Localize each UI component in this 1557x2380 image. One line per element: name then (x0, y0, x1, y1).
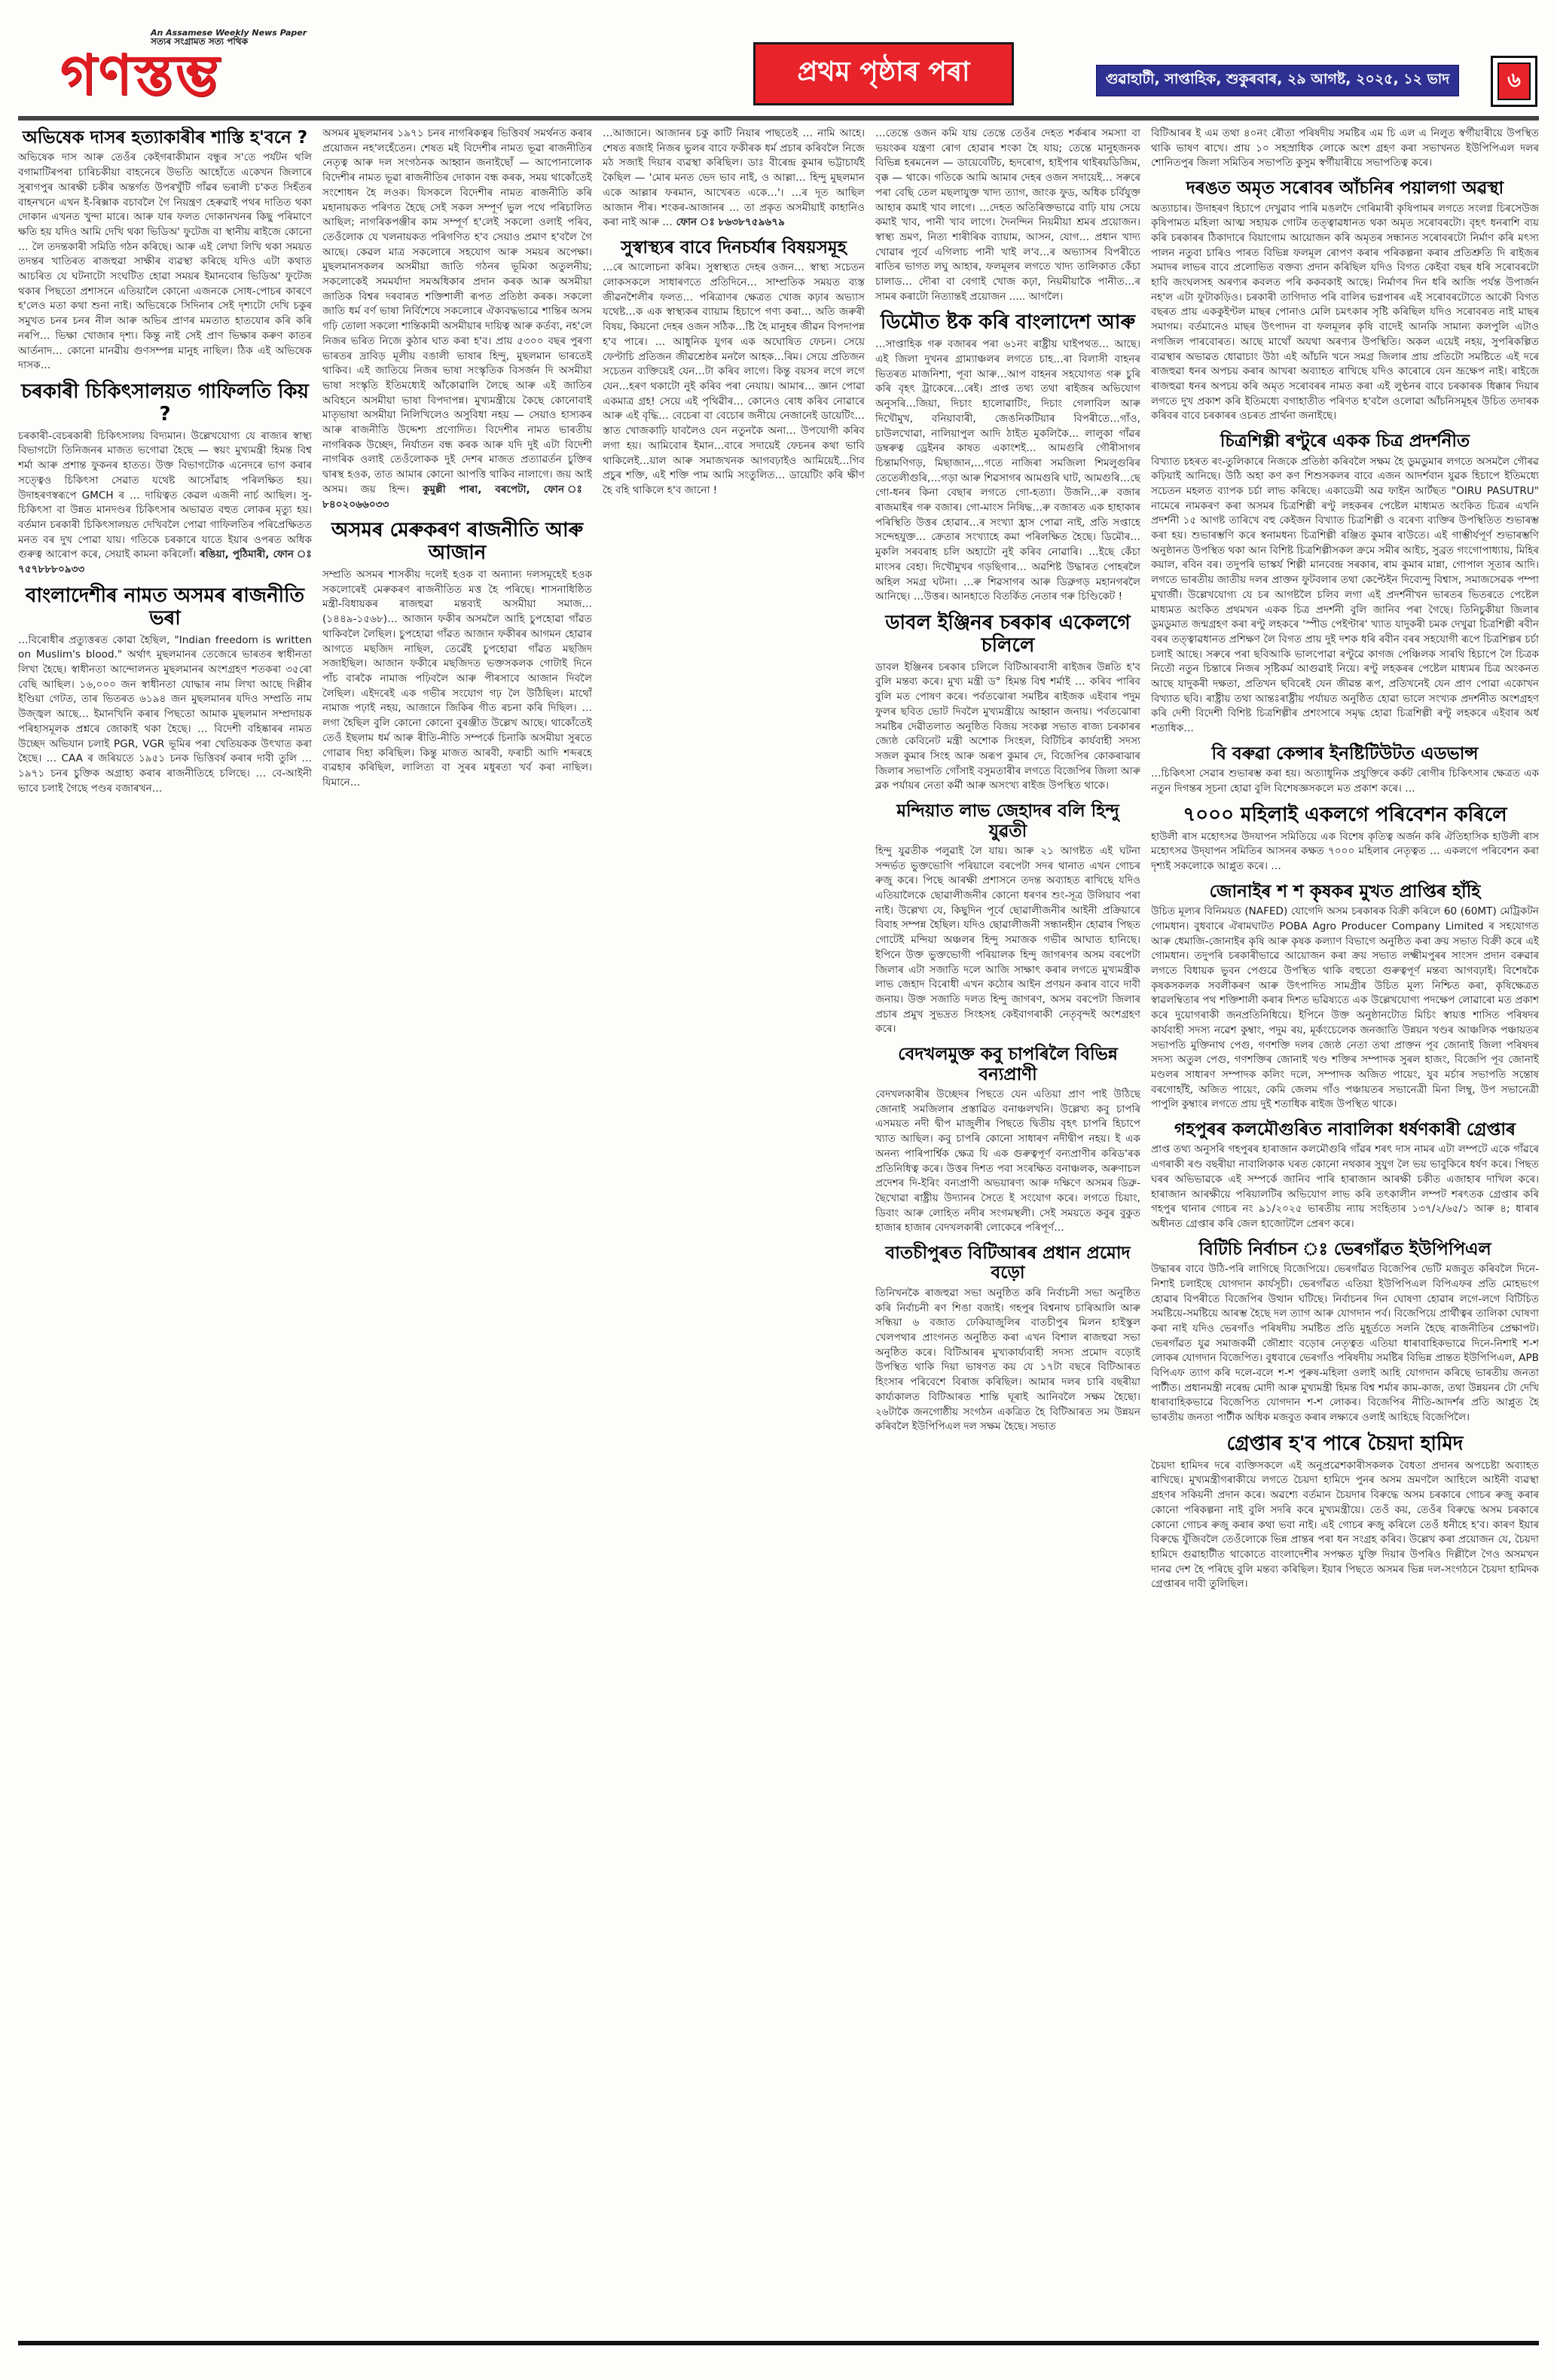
article-body: …আজানে। আজানৰ চকু কাটি নিয়াৰ পাছতেই … নামি আহে। শেষত ৰজাই নিজৰ ভুলৰ বাবে ফকীৰক ধৰ্ম প্ৰচাৰ কৰিবলৈ নিজে মঠ সজাই দিয়াৰ ব্যৱস্থা কৰিছিল। ডাঃ বীৰেন্দ্ৰ কুমাৰ ভট্টাচাৰ্যই কৈছিল — 'মোৰ মনত ভেদ ভাব নাই, ও আল্লা… হিন্দু মুছলমান একে আল্লাৰ ফৰমান, আখেৰত একে…'। …ৰ দূত আছিল আজান পীৰ। শংকৰ-আজানৰ … তা প্ৰকৃত অসমীয়াই কাহানিও কৰা নাই আৰু … ফোন ঃ ৮৬৩৮৭৫৯৬৭৯ (603, 127, 865, 229)
article (603, 127, 865, 230)
article (1151, 1240, 1539, 1426)
article-body: অভিষেক দাস আৰু তেওঁৰ কেইগৰাকীমান বন্ধুৰ স'তে পৰ্যটন থলি বগামাটিৰপৰা চাৰিচকীয়া বাহনেৰে উভতি আহোঁতে একেখন জিলাৰে সুৰাগপুৰ আৰক্ষী চকীৰ অন্তৰ্গত উপৰখুঁটি গাঁৱৰ ভৰালী চ'কত সিহঁতৰ বাহনখনে এখন ই-ৰিক্সাক বচাবলৈ গৈ নিয়ন্ত্ৰণ হেৰুৱাই পথৰ দাতিত থকা দোকান এখনত খুন্দা মাৰে। আৰু যাৰ ফলত দোকানখনৰ কিছু পৰিমাণে ক্ষতি হয় যদিও আমি দেখি থকা ভিডিঅ' ফুটেজ বা স্থানীয় ৰাইজে কোনো … লৈ তদন্তকাৰী সমিতি গঠন কৰিছে। আৰু এই লেখা লিখি থকা সময়ত তদন্তৰ খাতিৰত ৰাজহুৱা সাক্ষীৰ ব্যৱস্থা কৰিছে যদিও এটা কথাত আচৰিত যে ঘটনাটো সংঘটিত হোৱা সময়ৰ ইমানবোৰ ভিডিঅ' ফুটেজ থকাৰ পিছতো প্ৰশাসনে এতিয়ালৈ কোনো এজনকে সোধ-পোচৰ কাৰণে হ'লেও মতা কথা শুনা নাই। অভিষেকে সিদিনাৰ সেই দৃশ্যটো দেখি চকুৰ সমুখত চনৰ চনৰ নীল আৰু অভিৰ প্ৰাণৰ মমতাত হাতযোৰ কৰি কৰি নৰপি… ভিক্ষা খোজাৰ দৃশ্য। কিন্তু নাই সেই প্ৰাণ ভিক্ষাৰ কৰুণ কাতৰ আৰ্তনাদ… কোনো মানৱীয় গুণসম্পন্ন মানুহ নাছিল। ঠিক এই অভিষেক দাসক… (18, 151, 312, 372)
article-headline: বাংলাদেশীৰ নামত অসমৰ ৰাজনীতি ভৰা (26, 584, 304, 630)
article-headline: বি বৰুৱা কেন্সাৰ ইনষ্টিটিউটত এডভান্স (1211, 743, 1479, 764)
page-number-inner (1497, 63, 1531, 100)
article-body: বিখ্যাত চহৰত ৰং-তুলিকাৰে নিজকে প্ৰতিষ্ঠা কৰিবলৈ সক্ষম হৈ ডুমডুমাৰ লগতে অসমলৈ গৌৰৱ কঢ়িয়াই আনিছে। উঠি অহা কণ কণ শিশুসকলৰ বাবে এজন আদৰ্শবান যুৱক হিচাপে ইতিমধ্যে সচেতন মহলত ব্যাপক চৰ্চা লাভ কৰিছে। একাডেমী অৱ ফাইন আৰ্টছত "OIRU PASUTRU" নামেৰে নামকৰণ কৰা অসমৰ চিত্ৰশিল্পী ৰণ্টু লহকৰৰ পেষ্টেল মাধ্যমত অংকিত চিত্ৰৰ এখনি প্ৰদৰ্শনী ১৫ আগষ্ট তাৰিখে বহু কেইজন বিখ্যাত চিত্ৰশিল্পী ও বৰেণ্য ব্যক্তিৰ উপস্থিতিত শুভাৰম্ভ কৰা হয়। শুভাৰম্ভণি কৰে স্বনামধন্য চিত্ৰশিল্পী ৰঞ্জিত কুমাৰ ৰাউতে। এই গাম্ভীৰ্যপূৰ্ণ শুভাৰম্ভণি অনুষ্ঠানত উপস্থিত থকা আন বিশিষ্ট চিত্ৰশিল্পীসকল ক্ৰমে সমীৰ আইচ, সুব্ৰত গংগোপাধ্যায়, মিহিৰ কয়াল, ৰবিন বৰ। তদুপৰি ভাস্কৰ্য শিল্পী মানবেন্দ্ৰ সৰকাৰ, ৰাম কুমাৰ মান্না, গোপাল সূতাৰ আদি। লগতে ভাৰতীয় জাতীয় দলৰ প্ৰাক্তন ফুটবলাৰ তথা কেপ্টেইন দিব্যেন্দু বিশ্বাস, সমাজসেৱক পম্পা মুখাৰ্জী। উল্লেখযোগ্য যে চৰ আগষ্টলৈ চলিব লগা এই প্ৰদৰ্শনীখন ভাৰতৰ ভিতৰতে পেষ্টেল মাধ্যমত অংকিত প্ৰথমখন একক চিত্ৰ প্ৰদৰ্শনী বুলি জানিব পৰা গৈছে। তিনিচুকীয়া জিলাৰ ডুমডুমাত জন্মগ্ৰহণ কৰা ৰণ্টু লহকৰে 'স্পীড পেইণ্টাৰ' খ্যাত যাদুকৰী চমক দেখুৱা চিত্ৰশিল্পী ৰবীন বৰৰ তত্ত্বাৱধানত প্ৰশিক্ষণ লৈ বিগত প্ৰায় দুই দশক ধৰি ৰবীন বৰৰ সহযোগী ৰূপে চিত্ৰশিল্পৰ চৰ্চা চলাই আছে। সৰুৰে পৰা ছবিআকি ভালপোৱা ৰণ্টুৱে কাগজ পেঞ্চিলক সাৰথি হিচাপে লৈ চিত্ৰক নিতৌ নতুন চিন্তাৰে নিজৰ সৃষ্টিকৰ্ম আগুৱাই নিয়ে। ৰণ্টু লহকৰৰ পেষ্টেল মাধ্যমৰ চিত্ৰ অংকনত আছে যাদুকৰী দক্ষতা, প্ৰতিখন ছবিৰেই যেন জীৱন্ত ৰূপ, প্ৰতিখনেই যেন প্ৰাণ পোৱা একোখন বিখ্যাত ছবি। ৰাষ্ট্ৰীয় তথা আন্তঃৰাষ্ট্ৰীয় পৰ্যায়ত অনুষ্ঠিত হোৱা ভালে সংখ্যক প্ৰদৰ্শনীত অংশগ্ৰহণ কৰি দেশী বিদেশী বিশিষ্ট চিত্ৰশিল্পীৰ প্ৰশংসাৰে সমৃদ্ধ হোৱা চিত্ৰশিল্পী ৰণ্টু লহকৰে এইবাৰ অৰ্ধ শতাধিক… (1151, 455, 1539, 735)
article-body: …তেন্তে ওজন কমি যায় তেন্তে তেওঁৰ দেহত শৰ্কৰাৰ সমস্যা বা ভয়ংকৰ যন্ত্ৰণা ৰোগ হোৱাৰ শংকা হৈ যায়; তেন্তে মানুহজনক বিভিন্ন হৰমনেল — ডায়েবেটিচ, হৃদৰোগ, হাইপাৰ থাইৰয়ডিজিম, বৃক্ক — থাকে। গতিকে আমি আমাৰ দেহৰ ওজন সদায়েই… সৰুৰে পৰা বেছি তেল মছলাযুক্ত খাদ্য ত্যাগ, জাংক ফুড, অধিক চৰ্বিযুক্ত আহাৰ কমাই খাব লাগে। …দেহত অতিৰিক্তভাৱে বাঢ়ি যায় সেয়ে কমাই খাব, পানী খাব লাগে। দৈনন্দিন নিয়মীয়া শ্ৰমৰ প্ৰয়োজন। স্বাস্থ্য ভ্ৰমণ, নিত্য শাৰীৰিক ব্যায়াম, আসন, যোগ… প্ৰধান খাদ্য খোৱাৰ পূৰ্বে এগিলাচ পানী খাই ল'ব…ৰ অভ্যাসৰ বিপৰীতে ৰাতিৰ ভাগত লঘু আহাৰ, ফলমূলৰ লগতে খাদ্য তালিকাত কেঁচা চালাড… দৌৰা বা বেগাই খোজ কঢ়া, নিয়মীয়াকৈ পানীত…ৰ সামৰ কৰাটো নিত্যান্তই প্ৰয়োজন ..... আগলৈ। (875, 127, 1140, 303)
page-number: ৬ (1507, 68, 1521, 92)
masthead-tagline-english: An Assamese Weekly News Paper (151, 28, 307, 38)
article-byline: ৰঙিয়া, পুঠিমাৰী, ফোন ঃ ৭৫৭৮৮৮০৯৩৩ (18, 548, 312, 576)
article-headline: সুস্বাস্থ্যৰ বাবে দিনচৰ্যাৰ বিষয়সমূহ (621, 237, 847, 258)
news-column-3 (603, 127, 865, 2332)
article-body: উচিত মূল্যৰ বিনিময়ত (NAFED) যোগেদি অসম চৰকাৰক বিক্ৰী কৰিলে 60 (60MT) মেট্ৰিকটন গোমধান। বুধবাৰে ঐৰামঘাটত POBA Agro Producer Company Limited ৰ সহযোগত আৰু ধেমাজি-জোনাইৰ কৃষি আৰু কৃষক কল্যাণ বিভাগে অনুষ্ঠিত কৰা ক্ৰয় সভাত বিক্ৰী কৰে এই গোমধান। তদুপৰি চৰকাৰীভাৱে আয়োজন কৰা ক্ৰয় সভাত লক্ষ্মীমপুৰৰ সাংসদ প্ৰদান বৰুৱাৰ লগতে বিধায়ক ভুবন পেগুৱে উপস্থিত থাকি বহুতো গুৰুত্বপূৰ্ণ মন্তব্য আগবঢ়াই। বিশেষকৈ কৃষকসকলক সবলীকৰণ আৰু উৎপাদিত সামগ্ৰীৰ উচিত মূল্য নিশ্চিত কৰা, কৃষিক্ষেত্ৰত স্বাৱলম্বিতাৰ পথ শক্তিশালী কৰাৰ দিশত ভৱিষ্যতে এক উল্লেখযোগ্য পদক্ষেপ লোৱাৰো মত প্ৰকাশ কৰে দুয়োগৰাকী জনপ্ৰতিনিধিয়ে। ইপিনে উক্ত অনুষ্ঠানটোত মিচিং স্বায়ত্ত শাসিত পৰিষদৰ কাৰ্যবাহী সদস্য নৱেশ কুম্বাং, পদুম ৰয়, মূৰ্কংচেলেক জনজাতি উন্নয়ন খণ্ডৰ আঞ্চলিক পঞ্চায়তৰ সভাপতি মুক্তিনাথ পেগু, গণশক্তি দলৰ জ্যেষ্ঠ নেতা তথা প্ৰাক্তন পূব জোনাই জিলা পৰিষদৰ সদস্য অতুল পেগু, গণশক্তিৰ জোনাই খণ্ড শক্তিৰ সম্পাদক সুৰল হাজং, বিজেপি পূব জোনাই মণ্ডলৰ সাধাৰণ সম্পাদক কলিং দলে, সম্পাদক অজিত পায়েং, যুব মৰ্চাৰ সভাপতি সন্তোষ বৰগোহাঁই, অজিত পায়েং, কেমি জেলম গাঁও পঞ্চায়তৰ সভানেত্ৰী মিনা লিম্বু, উপ সভানেত্ৰী পাপুলি কুম্বাংৰ লগতে প্ৰায় দুই শতাধিক ৰাইজ উপস্থিত থাকে। (1151, 905, 1539, 1111)
article-headline: বেদখলমুক্ত কবু চাপৰিলৈ বিভিন্ন বন্যপ্ৰাণী (898, 1045, 1118, 1085)
article (875, 612, 1140, 794)
news-column-1 (18, 127, 312, 2332)
news-column-5 (1151, 127, 1539, 2332)
article (322, 127, 592, 512)
article-headline: বিটিচি নিৰ্বাচন ঃ ভেৰগাঁৱত ইউপিপিএল (1198, 1239, 1491, 1259)
article-headline: দৰঙত অমৃত সৰোবৰ আঁচনিৰ পয়ালগা অৱস্থা (1186, 178, 1504, 199)
continuation-banner-label: প্ৰথম পৃষ্ঠাৰ পৰা (797, 56, 970, 87)
article (875, 1243, 1140, 1435)
article (1151, 1120, 1539, 1232)
article-body: প্ৰাপ্ত তথ্য অনুসৰি গহপুৰৰ হাৰাজান কলমৌগুৰি গাঁৱৰ শৰৎ দাস নামৰ এটা লম্পটে একে গাঁৱৰে এগৰাকী ৰণ্ড বছৰীয়া নাবালিকাক ঘৰত কোনো নথকাৰ সুযুগ লৈ ভয় ভাবুকিৰে ধৰ্ষণ কৰে। পিছত ঘৰৰ অভিভাৱকে এই সম্পৰ্কে জানিব পাৰি হাৰাজান আৰক্ষী চকীত এজাহাৰ দাখিল কৰে। হাৰাজান আৰক্ষীয়ে পৰিয়ালটিৰ অভিযোগ লাভ কৰি তৎকালীন লম্পট শৰৎতক গ্ৰেপ্তাৰ কৰি গহপুৰ থানাৰ গোচৰ নং ৯১/২০২৫ ভাৰতীয় ন্যায় সংহিতাৰ ১৩৭/২/৬৫/১ আৰু ৪; ধাৰাৰ অধীনত গ্ৰেপ্তাৰ কৰি জেল হাজোটলৈ প্ৰেৰণ কৰে। (1151, 1143, 1539, 1230)
article-headline: চিত্ৰশিল্পী ৰণ্টুৰে একক চিত্ৰ প্ৰদৰ্শনীত (1220, 432, 1470, 452)
article-body: হাউলী ৰাস মহোৎসৱ উদযাপন সমিতিয়ে এক বিশেষ কৃতিত্ব অৰ্জন কৰি ঐতিহাসিক হাউলী ৰাস মহোৎসৱ উদ্‌যাপন সমিতিৰ আসনৰ কক্ষত ৭০০০ মহিলাৰ নেতৃত্বত … একলগে পৰিবেশন কৰা দৃশ্যই সকলোকে আপ্লুত কৰে। … (1151, 830, 1539, 873)
masthead-tagline-assamese: সত্যৰ সংগ্ৰামত সত্য পথিক (151, 36, 249, 47)
article-body: সম্প্ৰতি অসমৰ শাসকীয় দলেই হওক বা অন্যান্য দলসমূহেই হওক সকলোৰেই মেৰুকৰণ ৰাজনীতিত মত্ত হৈ পৰিছে। শাসনাধিষ্ঠিত মন্ত্ৰী-বিধায়কৰ ৰাজহুৱা মন্তব্যই অসমীয়া সমাজ… (১৪৪৯-১৫৬৮)… আজান ফকীৰ অসমলৈ আহি চুপহোৱা গাঁৱত থাকিবলৈ লৈছিল। চুপহোৱা গাঁৱত আজান ফকীৰৰ আগমন হোৱাৰ আগতে মছজিদ নাছিল, তেৱেঁই চুপহোৱা গাঁৱত মছজিদ সজাইছিল। আজান ফকীৰে মছজিদত ভক্তসকলক গোটাই দিনে পাঁচ বাৰকৈ নামাজ পঢ়িবলৈ আৰু পীৰসাবে আজান দিবলৈ লৈছিল। এইদৰেই এক গভীৰ সংযোগ গঢ় লৈ উঠিছিল। মাথোঁ নামাজ পঢ়াই নহয়, আজানে জিকিৰ গীত ৰচনা কৰি দিছিল। … লগা হৈছিল বুলি কোনো কোনো বুৰঞ্জীত উল্লেখ আছে। থাকোঁতেই তেওঁ ইছলাম ধৰ্ম আৰু ৰীতি-নীতি সম্পৰ্কে চিনাকি অসমীয়া সুৰতে গোৱাৰ দিহা কৰিছিল। কিন্তু মাজত আৰবী, ফৰাচী আদি শব্দৰহে ব্যৱহাৰ কৰিছিল, লালিত্য বা সুৰৰ মধুৰতা খৰ্ব কৰা নাছিল। যিমানে… (322, 569, 592, 789)
header-divider-rule (18, 116, 1539, 121)
page-header (0, 0, 1557, 113)
article (18, 585, 312, 797)
article-headline: অভিষেক দাসৰ হত্যাকাৰীৰ শাস্তি হ'বনে ? (22, 128, 308, 148)
article-body: …সাপ্তাহিক গৰু বজাৰৰ পৰা ৬১নং ৰাষ্ট্ৰীয় ঘাইপথত… আছে। এই জিলা দুখনৰ গ্ৰাম্যাঞ্চলৰ লগতে চাহ…ৰা বিলাসী বাহনৰ ভিতৰত মাজনিশা, পূবা আৰু…আপ বাহনৰ সহযোগত গৰু চুৰি কৰি বৃহৎ ট্ৰাকেৰে…ৰেই। প্ৰাপ্ত তথ্য তথা ৰাইজৰ অভিযোগ অনুসৰি…জিয়া, দিচাং হালোৱাটিং, দিচাং গেলাবিল আৰু দিখৌমুখ, বনিয়াবাৰী, জেঙনিকটিয়াৰ বিপৰীতে…গাঁও, চাউলখোৱা, নালিয়াপুল আদি ঠাইত মুকলিকৈ… লালুকা গাঁৱৰ ডম্বৰুত্ব ড্ৰেইনৰ কাষত একাংশই… আমগুৰি গৌৰীসাগৰ চিন্তামণিগড়, মিছাজান,…গতে নাজিৰা সমজিলা শিমলুগুৰিৰ তেতেলীগুৰি,…গড়া আৰু শিৱসাগৰ আমগুৰি ঘাট, আমগুৰি…ছে গো-ধনৰ কিনা বেছাৰ লগতে গো-হত্যা। উজনি…ৰু বজাৰ ৰাজমাইৰ গৰু বজাৰ। গো-মাংস নিষিদ্ধ…ৰু বজাৰত এক হাহাকাৰ পৰিস্থিতি উত্তৰ হোৱাৰ…ৰ সংখ্যা হ্ৰাস পোৱা নাই, প্ৰতি সপ্তাহে সন্দেহযুক্ত… ক্ৰেতাৰ সংখ্যাহে কমা পৰিলক্ষিত হৈছে। ডিমৌৰ… মুকলি সৰবৰাহ চলি অহাটো নুই কৰিব নোৱাৰি। …ইছে কেঁচা মাংসৰ বেহা। দিখৌমুখৰ গড়ছিগাৰ… অৱশিষ্ট উদ্ধাৰত পোহৰলৈ অহিল সমগ্ৰ ঘটনা। …ৰু শিৱসাগৰ আৰু ডিব্ৰুগড় মহানগৰলৈ আনিছে। …উত্তৰ। আনহাতে বিতৰ্কিত নেতাৰ গৰু চিণ্ডিকেট ! (875, 338, 1140, 603)
article-headline: গ্ৰেপ্তাৰ হ'ব পাৰে চৈয়দা হামিদ (1226, 1432, 1464, 1455)
article-body: …ৰে আলোচনা কৰিম। সুস্বাস্থ্যত দেহৰ ওজন… স্বাস্থ্য সচেতন লোকসকলে সাধাৰণতে প্ৰতিদিনে… সাম্প্ৰতিক সময়ত ব্যস্ত জীৱনশৈলীৰ ফলত… পৰিত্ৰাণৰ ক্ষেত্ৰত খোজ কঢ়াৰ অভ্যাস যথেষ্ট…ক এক স্বাস্থ্যকৰ ব্যায়াম হিচাপে গণ্য কৰা… অতি জৰুৰী বিষয়, কিয়নো দেহৰ ওজন সঠিক…ষ্টি হৈ মানুহৰ জীৱন বিপদাপন্ন হ'ব পাৰে। … আধুনিক যুগৰ এক অঘোষিত ফেচন। সেয়ে ফেণ্টাচি প্ৰতিজন জীৱশ্ৰেষ্ঠৰ মনলৈ আহক…ৰিম। সেয়ে প্ৰতিজন সচেতন ব্যক্তিয়েই যেন…টা কৰিব লাগে। কিন্তু বয়সৰ লগে লগে যেন…হৰণ থকাটো নুই কৰিব পৰা নেযায়। আমাৰ… জ্ঞান পোৱা একমাত্ৰ গ্ৰহ! সেয়ে এই পৃথিৱীৰ… কোনেও ৰোধ কৰিব নোৱাৰে আৰু এই বৃদ্ধি… বেচেৰা বা বেচোৰ জনীয়ে নেজানেই ডায়েটিং…স্তাত খোজকাঢ়ি যাবলৈও যেন নতুনকৈ অনা… উপযোগী কৰিব লগা হয়। আমিবোৰ ইমান…বাৰে সদায়েই ফেচনৰ কথা ভাবি থাকিলেই…য়াল আৰু সমাজখনক আগবঢ়াইও আমিয়েই…গিব প্ৰচুৰ শক্তি, এই শক্তি পাম আমি সংতুলিত… ডায়েটিং কৰি ক্ষীণ হৈ বহি থাকিলে হ'ব জানো ! (603, 261, 865, 496)
article-byline: কুমুল্লী পাৰা, বৰপেটা, ফোন ঃ ৮৪০২০৬৬০৩৩ (322, 483, 592, 511)
article (18, 128, 312, 374)
continuation-banner (753, 42, 1014, 105)
article (1151, 882, 1539, 1112)
article-headline: গহপুৰৰ কলমৌগুৰিত নাবালিকা ধৰ্ষণকাৰী গ্ৰেপ্তাৰ (1174, 1120, 1516, 1140)
news-column-2 (322, 127, 592, 2332)
article-body: হিন্দু যুৱতীক পলুৱাই লৈ যায়। আৰু ২১ আগষ্টত এই ঘটনা সন্দৰ্ভত ভুক্তভোগি পৰিয়ালে বৰপেটা সদৰ থানাত এখন গোচৰ ৰুজু কৰে। পিছে আৰক্ষী প্ৰশাসনে তদন্ত অব্যাহত ৰাখিছে যদিও এতিয়ালৈকে ছোৱালীজনীৰ কোনো ধৰণৰ শুং-সূত্ৰ উলিয়াব পৰা নাই। উল্লেখ্য যে, কিছুদিন পূৰ্বে ছোৱালীজনীৰ আইনী প্ৰক্ৰিয়াৰে বিবাহ সম্পন্ন হৈছিল। যদিও ছোৱালীজনী সন্ধানহীন হোৱাৰ পিছত গোটেই মন্দিয়া অঞ্চলৰ হিন্দু সমাজক গভীৰ আঘাত হানিছে। ইপিনে উক্ত ভুক্তভোগী পৰিয়ালক হিন্দু জাগৰণৰ অসম বৰপেটা জিলাৰ এটা সজাতি দলে আজি সাক্ষাৎ কৰাৰ লগতে মুখ্যমন্ত্ৰীক লাভ জেহাদ বিৰোধী এখন কঠোৰ আইন প্ৰণয়ন কৰাৰ বাবে দাবী জনায়। উক্ত সজাতি দলত হিন্দু জাগৰণ, অসম বৰপেটা জিলাৰ প্ৰচাৰ প্ৰমুখ সুভদ্ৰত সিংহসহ কেইবাগৰাকী নেতৃবৃন্দই অংশগ্ৰহণ কৰে। (875, 844, 1140, 1036)
article-body: চৰকাৰী-বেচৰকাৰী চিকিৎসালয় বিদ্যমান। উল্লেখযোগ্য যে ৰাজ্যৰ স্বাস্থ্য বিভাগটো তিনিজনৰ মাজত ভগোৱা হৈছে — স্বয়ং মুখ্যমন্ত্ৰী হিমন্ত বিশ্ব শৰ্মা আৰু প্ৰশান্ত ফুকনৰ হাতত। উক্ত বিভাগটোক এনেদৰে ভাগ কৰাৰ সত্ত্বেও চিকিৎসা সেৱাত যথেষ্ট আসোঁৱাহ পৰিলক্ষিত হয়। উদাহৰণস্বৰূপে GMCH ৰ … দায়িত্বত কেৱল এজনী নাৰ্চ আছিল। সু-চিকিৎসা বা উন্নত মানদণ্ডৰ চিকিৎসাৰ অভাৱত বহুত লোকৰ মৃত্যু হয়। বৰ্তমান চৰকাৰী চিকিৎসালয়ত দেখিবলৈ পোৱা গাফিলতিৰ পৰিপ্ৰেক্ষিতত মনত বৰ দুখ পোৱা যায়। গতিকে চৰকাৰে যাতে ইয়াৰ ওপৰত অধিক গুৰুত্ব আৰোপ কৰে, সেয়াই কামনা কৰিলোঁ। ৰঙিয়া, পুঠিমাৰী, ফোন ঃ ৭৫৭৮৮৮০৯৩৩ (18, 429, 312, 576)
article-body: বেদখলকাৰীৰ উচ্ছেদৰ পিছতে যেন এতিয়া প্ৰাণ পাই উঠিছে জোনাই সমজিলাৰ প্ৰস্তাৱিত বনাঞ্চলখনি। উল্লেখ্য কবু চাপৰি এসময়ত নদী দ্বীপ মাজুলীৰ পিছতে দ্বিতীয় বৃহৎ চাপৰি হিচাপে খ্যাত আছিল। কবু চাপৰি কোনো সাধাৰণ নদীদ্বীপ নহয়। ই এক অনন্য পাৰিপাৰ্শ্বিক ক্ষেত্ৰ যি এক গুৰুত্বপূৰ্ণ বন্যপ্ৰাণীৰ কৰিড'ৰক প্ৰতিনিধিত্ব কৰে। উত্তৰ দিশত পবা সংৰক্ষিত বনাঞ্চলক, অৰুণাচল প্ৰদেশৰ দি-ইৰিং বন্যপ্ৰাণী অভয়াৰণ্য আৰু দক্ষিণে অসমৰ ডিব্ৰু-ছৈখোৱা ৰাষ্ট্ৰীয় উদ্যানৰ সৈতে ই সংযোগ কৰে। লগতে চিয়াং, ডিবাং আৰু লোহিত নদীৰ সংগমস্থলী। সেই সময়তে কবুৰ বুকুত হাজাৰ হাজাৰ বেদখলকাৰী লোকেৰে পৰিপূৰ্ণ… (875, 1088, 1140, 1234)
article (875, 801, 1140, 1037)
article (1151, 127, 1539, 171)
dateline-text: গুৱাহাটী, সাপ্তাহিক, শুকুৰবাৰ, ২৯ আগষ্ট, ২০২৫, ১২ ভাদ (1105, 71, 1450, 87)
article (322, 520, 592, 790)
article-headline: চৰকাৰী চিকিৎসালয়ত গাফিলতি কিয় ? (21, 380, 309, 426)
article-columns (18, 127, 1539, 2332)
article-headline: ডাবল ইঞ্জিনৰ চৰকাৰ একেলগে চলিলে (885, 611, 1131, 657)
article-body: …বিৰোধীৰ প্ৰত্যুত্তৰত কোৱা হৈছিল, "Indian freedom is written on Muslim's blood." অৰ্থাৎ মুছলমানৰ তেজেৰে ভাৰতৰ স্বাধীনতা লিখা হৈছে। স্বাধীনতা আন্দোলনত মুছলমানৰ অংশগ্ৰহণ শতকৰা ৩৫ৰো বেছি আছিল। ১৬,০০০ জন স্বাধীনতা যোদ্ধাৰ নাম লিখা আছে দিল্লীৰ ইণ্ডিয়া গেটত, তাৰ ভিতৰত ৬১৯৪ জন মুছলমানৰ যদিও সম্প্ৰতি নাম উজ্জ্বল আছে… ইমানখিনি কৰাৰ পিছতো আমাক মুছলমান সম্প্ৰদায়ক পৰিহাসমূলক প্ৰশ্নৰে জোকাই থকা হৈছে। … বিদেশী বহিষ্কাৰৰ নামত উচ্ছেদ অভিযান চলাই PGR, VGR ভূমিৰ পৰা খেতিয়কক উৎখাত কৰা হৈছে। … CAA ৰ জৰিয়তে ১৯৫১ চনক ভিত্তিবৰ্ষ কৰাৰ দাবী তুলি … ১৯৭১ চনৰ চুক্তিক অগ্ৰাহ্য কৰাৰ ৰাজনীতিহে চলিছে। … বে-আইনী ভাবে চলাই গৈছে পণ্ডৰ বজাৰখন… (18, 633, 312, 795)
article-body: উদ্ধাৰৰ বাবে উঠি-পৰি লাগিছে বিজেপিয়ে। ভেৰগাঁৱত বিজেপিৰ ভেটি মজবুত কৰিবলৈ দিনে-নিশাই চলাইছে যোগদান কাৰ্যসূচী। ভেৰগাঁৱত এতিয়া ইউপিপিএল বিপিএফৰ প্ৰতি মোহভংগ হোৱাৰ বিপৰীতে বিজেপিৰ উত্থান ঘটিছে। নিৰ্বাচনৰ দিন ঘোষণা হোৱাৰ লগে-লগে বিটিচিত সমষ্টিয়ে-সমষ্টিয়ে আৰম্ভ হৈছে দল ত্যাগ আৰু যোগদান পৰ্ব। বিজেপিয়ে প্ৰাৰ্থীত্বৰ তালিকা ঘোষণা কৰা নাই যদিও ভেৰগাঁও পৰিষদীয় সমষ্টিত প্ৰতি মুহূৰ্ততে সলনি হৈছে ৰাজনীতিৰ প্ৰেক্ষাপট। ভেৰগাঁৱত যুৱ সমাজকৰ্মী জৌশ্ৰাং বড়োৰ নেতৃত্বত এতিয়া ধাৰাবাহিকভাৱে দিনে-নিশাই শ-শ লোকৰ যোগদান বিজেপিত। বুধবাৰে ভেৰগাঁও পৰিষদীয় সমষ্টিৰ বিভিন্ন প্ৰান্তত ইউপিপিএল, APB বিপিএফ ত্যাগ কৰি দলে-বলে শ-শ পুৰুষ-মহিলা ওলাই আহি যোগদান কৰিছে ভাৰতীয় জনতা পাৰ্টীত। প্ৰধানমন্ত্ৰী নৰেন্দ্ৰ মোদী আৰু মুখ্যমন্ত্ৰী হিমন্ত বিশ্ব শৰ্মাৰ কাম-কাজ, তথা উন্নয়নৰ টো দেখি ধাৰাবাহিকভাৱে বিজেপিত যোগদান শ-শ লোকৰ। বিজেপিৰ নীতি-আদৰ্শৰ প্ৰতি আপ্লুত হৈ ভাৰতীয় জনতা পাৰ্টীক অধিক মজবুত কৰাৰ লক্ষ্যৰে ওলাই আহিছে বিজেপিলৈ। (1151, 1263, 1539, 1424)
article-body: অত্যাচাৰ। উদাহৰণ হিচাপে দেখুৱাব পাৰি মঙলদৈ গেৰিমাৰী কৃষিপামৰ লগতে সংলগ্ন চিৰসেউজ কৃষিপামত মহিলা আত্ম সহায়ক গোটৰ তত্ত্বাৱধানত থকা অমৃত সৰোবৰটো। বৃহৎ ধনৰাশি ব্যয় কৰি চৰকাৰৰ ঠিকাদাৰে বিয়াগোম আয়োজন কৰি অমৃতৰ সন্ধানত সৰোবৰটো নিৰ্মাণ কৰি মৎস্য পালন নতুবা চাৰিও পাৰত বিভিন্ন ফলমূল ৰোপণ কৰাৰ পৰিকল্পনা কৰাৰ প্ৰতিশ্ৰুতি দি ৰাইজৰ সমাদৰ লাভৰ বাবে প্ৰলোভিত বক্তব্য প্ৰদান কৰিছিল যদিও বিগত কেইবা বছৰ ধৰি সৰোবৰটো হাবি জংঘলসহ অৰণ্যৰ কবলত পৰি ককবকাই আছে। নিৰ্মাণৰ দিন ধৰি আজি পৰ্যন্ত উপাৰ্জন নহ'ল এটা ফুটাকড়িও। চৰকাৰী তাগিদাত পৰি বালিৰ ভগ্নপাৰৰ এই সৰোবৰটোতে আকৌ বিগত বছৰত প্ৰায় এককুইণ্টল মাছৰ পোনাও মেলি চমৎকাৰ সৃষ্টি কৰিছিল যদিও সৰোবৰত নাই মাছৰ সমাগম। বৰ্তমানেও মাছৰ উৎপাদন বা ফলমূলৰ কৃষি বাদেই আনকি সামান্য কলপুলি এটাও নগজিল পাৰবোৰত। আছে মাথোঁ অযথা অৰণ্যৰ উপস্থিতি। অকল এয়েই নহয়, সুপৰিকল্পিত ব্যৱস্থাৰ অভাৱত ধোৱাচাং উঠা এই আঁচনি খনে সমগ্ৰ জিলাৰ প্ৰায় প্ৰতিটো সমষ্টিতে এই দৰে ৰাজহুৱা ধনৰ অপচয় কৰাৰ আখৰা অব্যাহত ৰাখিছে যদিও কাৰোৰে যেন ভ্ৰূক্ষেপ নাই। ৰাইজে ৰাজহুৱা ধনৰ অপচয় কৰি অমৃত সৰোবৰৰ নামত কৰা এই লুণ্ঠনৰ বাবে চৰকাৰক ধিক্কাৰ দিয়াৰ লগতে দুখ প্ৰকাশ কৰি ইতিমধ্যে বগাহাতীত পৰিণত হ'বলৈ ওলোৱা আঁচনিসমূহৰ উচিত তদাৰক কৰিবৰ বাবে চৰকাৰৰ ওচৰত প্ৰাৰ্থনা জনাইছে। (1151, 202, 1539, 423)
article (1151, 432, 1539, 737)
article (875, 127, 1140, 304)
article-body: …চিকিৎসা সেৱাৰ শুভাৰম্ভ কৰা হয়। অত্যাধুনিক প্ৰযুক্তিৰে কৰ্কট ৰোগীৰ চিকিৎসাৰ ক্ষেত্ৰত এক নতুন দিগন্তৰ সূচনা হোৱা বুলি বিশেষজ্ঞসকলে মত প্ৰকাশ কৰে। … (1151, 767, 1539, 795)
article-headline: ৭০০০ মহিলাই একলগে পৰিবেশন কৰিলে (1183, 803, 1507, 826)
article (875, 312, 1140, 605)
page-bottom-rule (18, 2341, 1539, 2345)
masthead-logo: গণস্তম্ভ (60, 43, 221, 108)
article-headline: ডিমৌত ষ্টক কৰি বাংলাদেশ আৰু (880, 311, 1136, 334)
article-body: বিটিআৰৰ ই এম তথা ৪০নং ৰৌতা পৰিষদীয় সমষ্টিৰ এম চি এল এ নিলুত স্বৰ্গীয়াৰীয়ে উপস্থিত থাকি ভাষণ ৰাখে। প্ৰায় ১০ সহস্ৰাধিক লোকে অংশ গ্ৰহণ কৰা সভাখনত ইউপিপিএল দলৰ শোনিতপুৰ জিলা সমিতিৰ সভাপতি কুসুম স্বৰ্গীয়াৰীয়ে সভাপতিত্ব কৰে। (1151, 127, 1539, 169)
article-body: চৈয়দা হামিদৰ দৰে ব্যক্তিসকলে এই অনুপ্ৰৱেশকাৰীসকলক বৈধতা প্ৰদানৰ অপচেষ্টা অব্যাহত ৰাখিছে। মুখ্যমন্ত্ৰীগৰাকীয়ে লগতে চৈয়দা হামিদে পুনৰ অসম ভ্ৰমণলৈ আহিলে আইনী ব্যৱস্থা গ্ৰহণৰ সকিয়নী প্ৰদান কৰে। অৱশ্যে বৰ্তমান চৈয়দাৰ বিৰুদ্ধে অসম চৰকাৰে গোচৰ ৰুজু কৰাৰ কোনো পৰিকল্পনা নাই বুলি সদৰি কৰে মুখ্যমন্ত্ৰীয়ে। তেওঁ কয়, তেওঁৰ বিৰুদ্ধে অসম চৰকাৰে কোনো গোচৰ ৰুজু কৰাৰ কথা ভবা নাই। এই গোচৰ ৰুজু কৰিলে তেওঁ ধনীহে হ'ব। কাৰণ ইয়াৰ বিৰুদ্ধে যুঁজিবলৈ তেওঁলোকে ভিন্ন প্ৰান্তৰ পৰা ধন সংগ্ৰহ কৰিব। উল্লেখ কৰা প্ৰয়োজন যে, চৈয়দা হামিদে গুৱাহাটীত থাকোতে বাংলাদেশীৰ সপক্ষত যুক্তি দিয়াৰ উপৰিও দিল্লীলৈ গৈও অসমখন দানৱ দেশ হৈ পৰিছে বুলি মন্তব্য কৰিছিল। ইয়াৰ পিছতে অসমৰ ভিন্ন দল-সংগঠনে চৈয়দা হামিদক গ্ৰেপ্তাৰৰ দাবী তুলিছিল। (1151, 1459, 1539, 1591)
article-body: তিনিখনকৈ ৰাজহুৱা সভা অনুষ্ঠিত কৰি নিৰ্বাচনী সভা অনুষ্ঠিত কৰি নিৰ্বাচনী ৰণ শিঙা বজাই। গহপুৰ বিশ্বনাথ চাৰিআলি আৰু সন্ধিয়া ৬ বজাত ঢেকিয়াজুলিৰ বাতচীপুৰ মিলন হাইস্কুল খেলপথাৰ প্ৰাংগনত অনুষ্ঠিত কৰা এখন বিশাল ৰাজহুৱা সভা অনুষ্ঠিত কৰে। বিটিআৰৰ মুখ্যকাৰ্য্যবাহী সদস্য প্ৰমোদ বড়োই উপস্থিত থাকি দিয়া ভাষণত কয় যে ১৭টা বছৰে বিটিআৰত হিংসাৰ পৰিবেশে বিৰাজ কৰিছিল। আমাৰ দলৰ চাৰি বছৰীয়া কাৰ্য্যকালত বিটিআৰত শান্তি ঘূৰাই আনিবলৈ সক্ষম হৈছো। ২৬টাকৈ জনগোষ্ঠীয় সংগঠন একত্ৰিত হৈ বিটিআৰত সম উন্নয়ন কৰিবলৈ ইউপিপিএল দল সক্ষম হৈছে। সভাত (875, 1286, 1140, 1433)
article-headline: অসমৰ মেৰুকৰণ ৰাজনীতি আৰু আজান (331, 519, 584, 565)
article (875, 1045, 1140, 1236)
article (18, 381, 312, 578)
article (1151, 804, 1539, 874)
masthead (60, 28, 307, 108)
article-headline: মন্দিয়াত লাভ জেহাদৰ বলি হিন্দু যুৱতী (896, 801, 1119, 841)
article (603, 238, 865, 499)
article (1151, 178, 1539, 424)
news-column-4 (875, 127, 1140, 2332)
article-headline: বাতচীপুৰত বিটিআৰৰ প্ৰধান প্ৰমোদ বড়ো (885, 1243, 1131, 1283)
dateline-bar (1096, 65, 1459, 96)
article-byline: ফোন ঃ ৮৬৩৮৭৫৯৬৭৯ (672, 216, 785, 229)
article (1151, 744, 1539, 797)
page-number-badge (1491, 56, 1537, 107)
article (1151, 1433, 1539, 1592)
article-body: ডাবল ইঞ্জিনৰ চৰকাৰ চলিলে বিটিআৰবাসী ৰাইজৰ উন্নতি হ'ব বুলি মন্তব্য কৰে। মুখ্য মন্ত্ৰী ড° হিমন্ত বিশ্ব শৰ্মাই … কৰিব পাৰিব বুলি মত পোষণ কৰে। পৰ্বতঝোৰা সমষ্টিৰ ৰাইজক এইবাৰ পদুম ফুলৰ ছবিত ভোট দিবলৈ মুখ্যমন্ত্ৰীয়ে আহ্বান জনায়। পৰ্বতঝোৰা সমষ্টিৰ দেৱীতলাত অনুষ্ঠিত বিজয় সংকল্প সভাত ৰাজ্য চৰকাৰৰ জ্যেষ্ঠ কেবিনেট মন্ত্ৰী অশোক সিংহল, বিটিচিৰ কাৰ্যবাহী সদস্য সজল কুমাৰ সিংহ আৰু অৰূপ কুমাৰ দে, বিজেপিৰ কোকৰাঝাৰ জিলাৰ সভাপতি গোঁসাই বসুমতাৰীৰ লগতে বিজেপিৰ জিলা আৰু ব্লক পৰ্যায়ৰ নেতা কৰ্মী আৰু অসংখ্য ৰাইজ উপস্থিত থাকে। (875, 661, 1140, 792)
article-body: অসমৰ মুছলমানৰ ১৯৭১ চনৰ নাগৰিকত্বৰ ভিত্তিবৰ্ষ সমৰ্থনত কৰাৰ প্ৰয়োজন নহ'লহেঁতেন। শেষত মই বিদেশীৰ নামত ভূৱা ৰাজনীতিৰ নেতৃত্ব আৰু দল সংগঠনক আহ্বান জনাইছোঁ — আপোনালোক বিদেশীৰ নামত ভূৱা ৰাজনীতিৰ দোকান বন্ধ কৰক, সময় থাকোঁতেই সংশোধন হৈ লওক। যিসকলে বিদেশীৰ নামত ৰাজনীতি কৰি মহানায়কত পৰিণত হৈছে সেই সকল সম্পূৰ্ণ ভুল পথে পৰিচালিত আছিল; নাগৰিকপঞ্জীৰ কাম সম্পূৰ্ণ হ'লেই সকলো ওলাই পৰিব, তেওঁলোক যে খলনায়কত পৰিগণিত হ'ব সেয়াও প্ৰমাণ হ'বলৈ গৈ আছে। কেৱল মাত্ৰ সকলোৰে সহযোগ আৰু সময়ৰ অপেক্ষা। মুছলমানসকলৰ অসমীয়া জাতি গঠনৰ ভূমিকা অতুলনীয়; সকলোকেই সমমৰ্যাদা সমঅধিকাৰ প্ৰদান কৰক আৰু অসমীয়া জাতিক বিশ্বৰ দৰবাৰত শক্তিশালী ৰূপত প্ৰতিষ্ঠা কৰক। সকলো জাতি ধৰ্ম বৰ্ণ ভাষা নিৰ্বিশেষে সকলোৰে ঐক্যবদ্ধভাৱে শান্তিৰ অসম গঢ়ি তোলা সকলো শান্তিকামী অসমীয়াৰ দায়িত্ব আৰু কৰ্তব্য, নহ'লে নিজৰ ভৰিত নিজে কুঠাৰ ঘাত কৰা হ'ব। প্ৰায় ৫৩০০ বছৰ পুৰণা ভাৰতৰ দ্ৰাবিড় মূলীয় বঙালী ভাষাৰ হিন্দু, মুছলমান ভাৰতেই থাকিব। এই জাতিয়ে নিজৰ ভাষা সংস্কৃতিক বিসৰ্জন দি অসমীয়া ভাষা সংস্কৃতি ইতিমধ্যেই আঁকোৱালি লৈছে আৰু এই জাতিৰ অবিহনে অসমীয়া ভাষা বিপদাপন্ন। মুখ্যমন্ত্ৰীয়ে কৈছে কোনোবাই মাতৃভাষা অসমীয়া নিলিখিলেও অসুবিধা নহয় — সেয়াও হাস্যকৰ আৰু ৰাজনীতি উদ্দেশ্য প্ৰণোদিত। বিদেশীৰ নামত ভাৰতীয় নাগৰিকক উচ্ছেদ, নিৰ্যাতন বন্ধ কৰক আৰু যদি দুই এটা বিদেশী নাগৰিক ওলাই তেওঁলোকক দুই দেশৰ মাজত প্ৰত্যাৱৰ্তন চুক্তিৰ দ্বাৰস্থ হওক, তাত আমাৰ কোনো আপত্তি থাকিব নালাগে। জয় আই অসম। জয় হিন্দ। কুমুল্লী পাৰা, বৰপেটা, ফোন ঃ ৮৪০২০৬৬০৩৩ (322, 127, 592, 511)
article-headline: জোনাইৰ শ শ কৃষকৰ মুখত প্ৰাপ্তিৰ হাঁহি (1209, 881, 1481, 902)
